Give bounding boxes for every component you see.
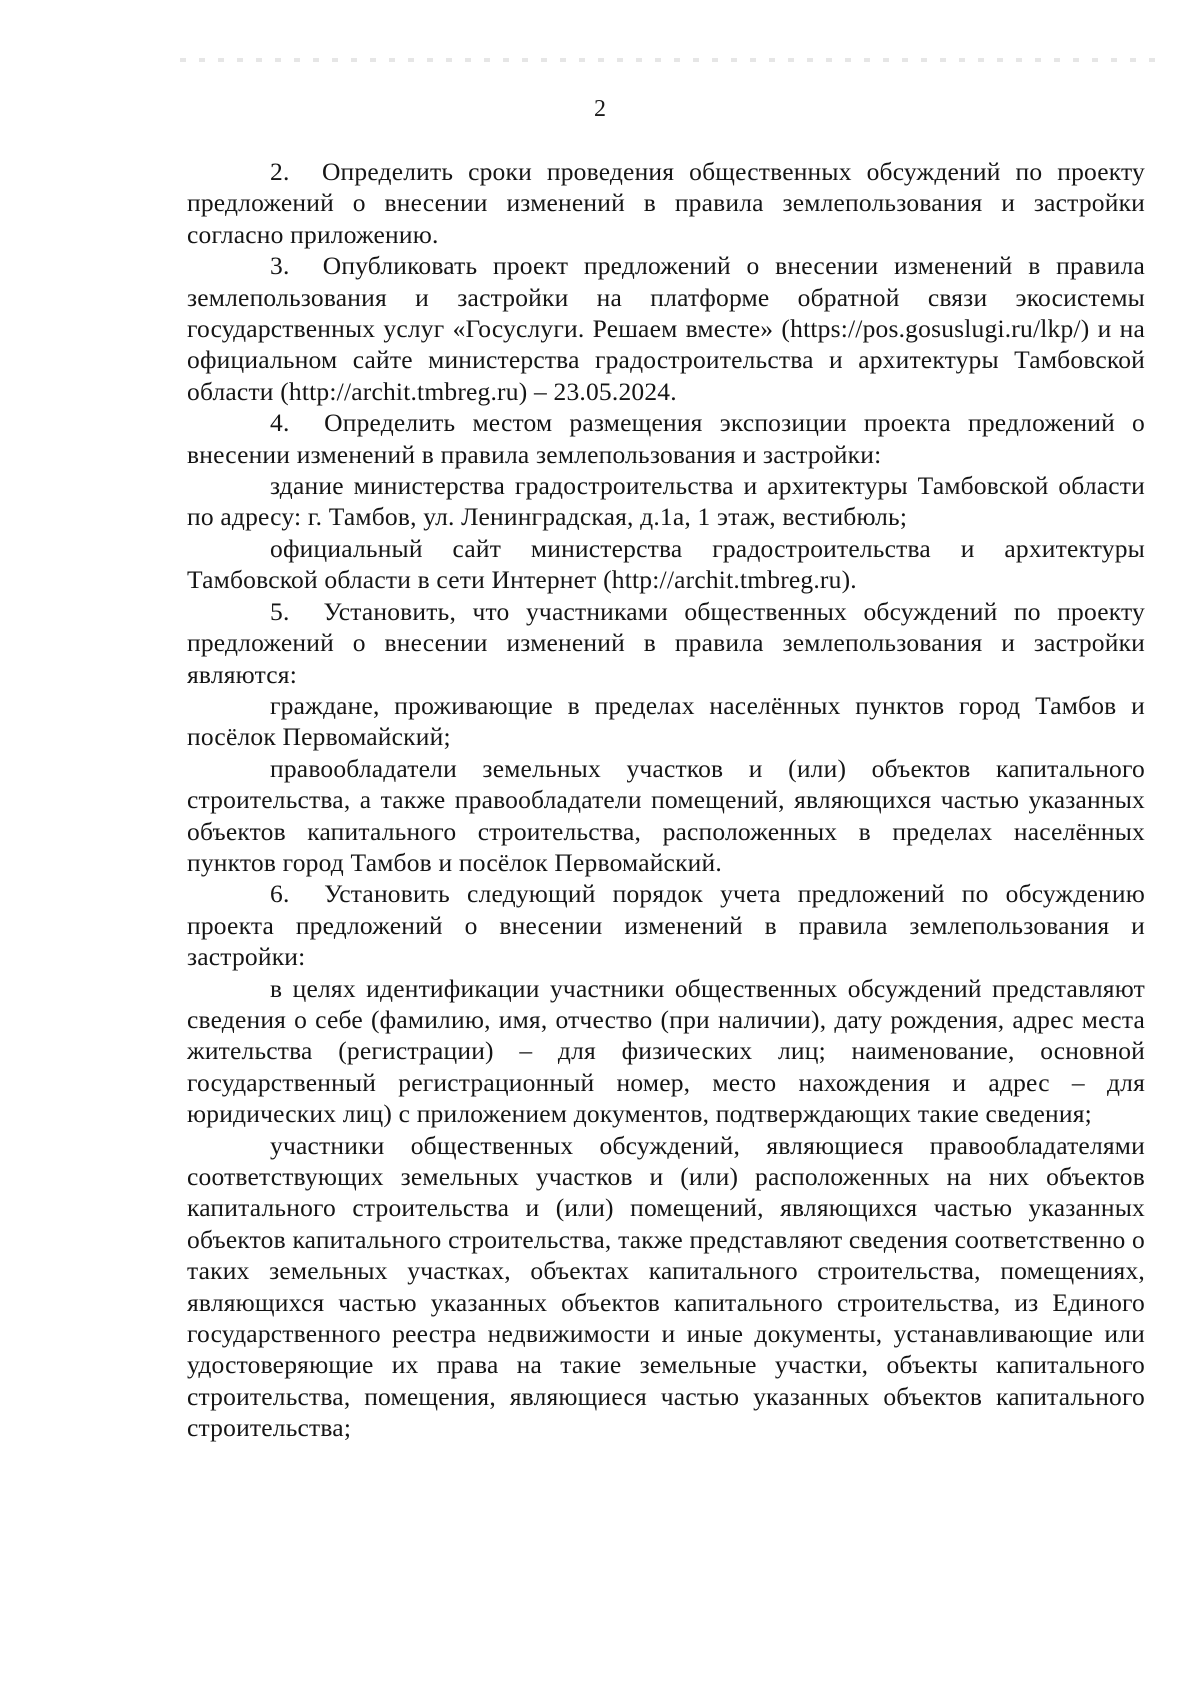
paragraph-text: Установить, что участниками общественных обсуждений по проекту предложений о внесении изменений в правила землепользования и застройки являются: [187, 596, 1146, 689]
paragraph-item-4 [187, 407, 1145, 470]
paragraph-participants-owners: правообладатели земельных участков и (или) объектов капитального строительства, а также правообладатели помещений, являющихся частью указанных объектов капитального строительства, расположенных в пределах населённых пунктов город Тамбов и посёлок Первомайский. [187, 753, 1145, 877]
paragraph-item-3 [187, 250, 1145, 407]
paragraph-number: 2. [270, 157, 290, 186]
document-body [187, 156, 1145, 1444]
paragraph-text: Определить местом размещения экспозиции проекта предложений о внесении изменений в правила землепользования и застройки: [187, 408, 1146, 469]
paragraph-text: Установить следующий порядок учета предложений по обсуждению проекта предложений о внесении изменений в правила землепользования и застройки: [187, 879, 1146, 972]
paragraph-item-2 [187, 156, 1145, 250]
page-number: 2 [594, 96, 606, 122]
paragraph-number: 4. [270, 408, 290, 438]
scan-artifact-strip [180, 58, 1165, 62]
paragraph-identification: в целях идентификации участники общественных обсуждений представляют сведения о себе (фамилию, имя, отчество (при наличии), дату рождения, адрес места жительства (регистрации) – для физических лиц; наименование, основной государственный регистрационный номер, место нахождения и адрес – для юридических лиц) с приложением документов, подтверждающих такие сведения; [187, 973, 1145, 1129]
paragraph-text: Определить сроки проведения общественных обсуждений по проекту предложений о внесении изменений в правила землепользования и застройки согласно приложению. [187, 157, 1146, 249]
paragraph-owners-information: участники общественных обсуждений, являющиеся правообладателями соответствующих земельных участков и (или) расположенных на них объектов капитального строительства и (или) помещений, являющихся частью указанных объектов капитального строительства, также представляют сведения соответственно о таких земельных участках, объектах капитального строительства, помещениях, являющихся частью указанных объектов капитального строительства, из Единого государственного реестра недвижимости и иные документы, устанавливающие или удостоверяющие их права на такие земельные участки, объекты капитального строительства, помещения, являющиеся частью указанных объектов капитального строительства; [187, 1130, 1145, 1443]
paragraph-number: 3. [270, 251, 290, 281]
paragraph-item-6 [187, 878, 1145, 972]
paragraph-number: 5. [270, 596, 290, 626]
paragraph-participants-citizens: граждане, проживающие в пределах населённых пунктов город Тамбов и посёлок Первомайский; [187, 690, 1145, 752]
paragraph-text: Опубликовать проект предложений о внесении изменений в правила землепользования и застройки на платформе обратной связи экосистемы государственных услуг «Госуслуги. Решаем вместе» (https://pos.gosuslugi.ru/lkp/) и на официальном сайте министерства градостроительства и архитектуры Тамбовской области (http://archit.tmbreg.ru) – 23.05.2024. [187, 251, 1146, 406]
paragraph-exposition-building: здание министерства градостроительства и архитектуры Тамбовской области по адресу: г. Тамбов, ул. Ленинградская, д.1а, 1 этаж, вестибюль; [187, 471, 1145, 532]
paragraph-number: 6. [270, 879, 290, 909]
paragraph-exposition-website: официальный сайт министерства градостроительства и архитектуры Тамбовской области в сети Интернет (http://archit.tmbreg.ru). [187, 533, 1145, 595]
paragraph-item-5 [187, 596, 1145, 690]
